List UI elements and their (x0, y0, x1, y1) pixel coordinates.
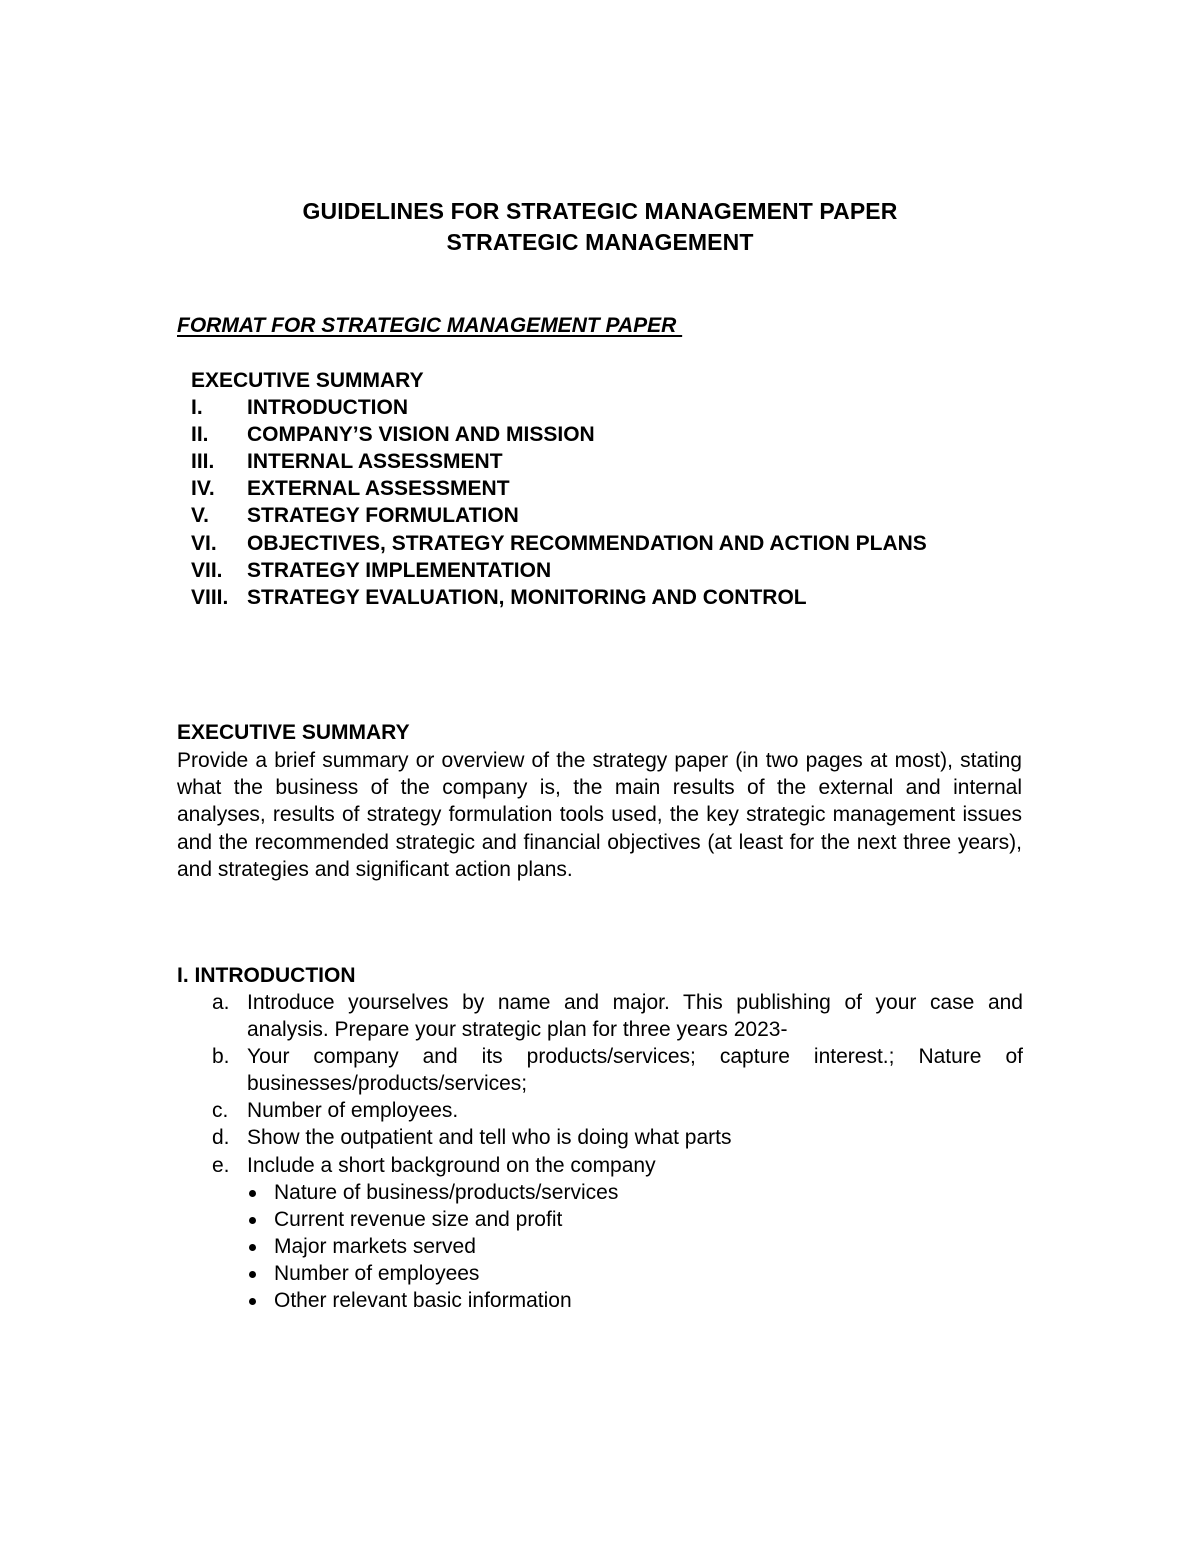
outline-item (191, 421, 1051, 448)
outline-item-number: VIII. (191, 585, 229, 609)
outline-item-label: STRATEGY FORMULATION (247, 504, 519, 528)
outline-item (191, 530, 1051, 557)
format-heading: FORMAT FOR STRATEGIC MANAGEMENT PAPER (177, 314, 683, 337)
outline-item-number: I. (191, 396, 203, 420)
introduction-heading: I. INTRODUCTION (177, 964, 356, 987)
background-bullet-list (247, 1179, 1023, 1314)
outline-item (191, 584, 1051, 611)
bullet-icon (247, 1206, 274, 1233)
list-item (212, 1152, 1023, 1179)
outline-item-label: COMPANY’S VISION AND MISSION (247, 423, 595, 447)
outline-item-label: STRATEGY IMPLEMENTATION (247, 558, 552, 582)
outline-item-number: VI. (191, 531, 217, 555)
outline-item-number: IV. (191, 477, 215, 501)
list-item-marker: e. (212, 1153, 230, 1177)
bullet-item (247, 1206, 1023, 1233)
outline-item-label: EXTERNAL ASSESSMENT (247, 477, 510, 501)
executive-summary-heading: EXECUTIVE SUMMARY (177, 721, 410, 744)
title-line-1: GUIDELINES FOR STRATEGIC MANAGEMENT PAPER (302, 198, 898, 224)
bullet-text: Current revenue size and profit (274, 1207, 563, 1231)
paper-outline (191, 367, 1051, 611)
list-item-text: Your company and its products/services; capture interest.; Nature of businesses/products/services; (247, 1045, 1023, 1096)
list-item-text: Introduce yourselves by name and major. This publishing of your case and analysis. Prepare your strategic plan for three years 2023- (247, 991, 1023, 1042)
outline-item (191, 394, 1051, 421)
list-item-marker: a. (212, 991, 230, 1014)
outline-item (191, 557, 1051, 584)
outline-item-number: II. (191, 423, 209, 447)
bullet-item (247, 1179, 1023, 1206)
outline-summary (191, 367, 1051, 394)
outline-item-number: III. (191, 450, 215, 474)
list-item-marker: b. (212, 1045, 230, 1069)
bullet-icon (247, 1179, 274, 1206)
list-item (212, 989, 1023, 1043)
outline-item-label: INTRODUCTION (247, 396, 408, 420)
executive-summary-paragraph: Provide a brief summary or overview of the strategy paper (in two pages at most), stating what the business of the company is, the main results of the external and internal analyses, results of strategy formulation tools used, the key strategic management issues and the recommended strategic and financial objectives (at least for the next three years), and strategies and significant action plans. (177, 749, 1022, 881)
bullet-icon (247, 1287, 274, 1314)
outline-item-label: INTERNAL ASSESSMENT (247, 450, 503, 474)
outline-item (191, 475, 1051, 502)
list-item-marker: d. (212, 1126, 230, 1150)
bullet-item (247, 1260, 1023, 1287)
bullet-item (247, 1287, 1023, 1314)
bullet-text: Nature of business/products/services (274, 1180, 619, 1204)
outline-item-label: STRATEGY EVALUATION, MONITORING AND CONTROL (247, 585, 807, 609)
list-item-text: Show the outpatient and tell who is doing what parts (247, 1126, 732, 1150)
list-item-marker: c. (212, 1099, 229, 1123)
bullet-text: Major markets served (274, 1234, 476, 1258)
bullet-icon (247, 1233, 274, 1260)
list-item-text: Include a short background on the company (247, 1153, 656, 1177)
outline-item-label: OBJECTIVES, STRATEGY RECOMMENDATION AND ACTION PLANS (247, 531, 927, 555)
title-line-2: STRATEGIC MANAGEMENT (446, 229, 754, 255)
outline-item-number: VII. (191, 558, 223, 582)
introduction-list (212, 989, 1023, 1314)
outline-item (191, 448, 1051, 475)
list-item (212, 1043, 1023, 1097)
outline-item (191, 502, 1051, 529)
outline-summary-label: EXECUTIVE SUMMARY (191, 369, 424, 392)
list-item-text: Number of employees. (247, 1099, 459, 1123)
document-title (0, 196, 1200, 258)
bullet-item (247, 1233, 1023, 1260)
bullet-text: Number of employees (274, 1261, 480, 1285)
list-item (212, 1097, 1023, 1124)
outline-item-number: V. (191, 504, 209, 528)
bullet-text: Other relevant basic information (274, 1289, 572, 1313)
bullet-icon (247, 1260, 274, 1287)
list-item (212, 1124, 1023, 1151)
